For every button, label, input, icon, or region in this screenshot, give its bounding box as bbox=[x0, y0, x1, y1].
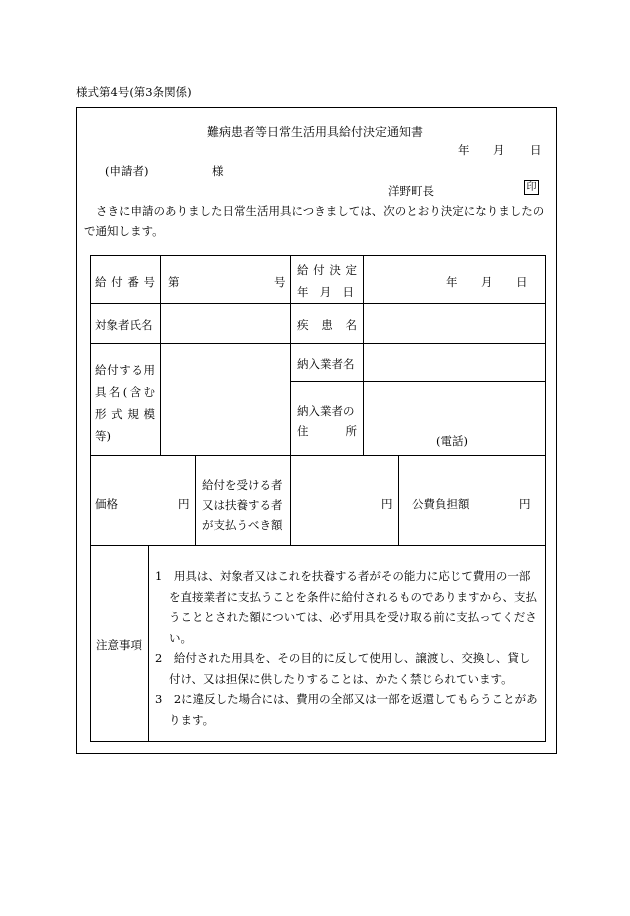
grant-number-label: 給 付 番 号 bbox=[95, 275, 155, 289]
item-name-label: 給 付 す る 用 具 名 ( 含 む 形 式 規 模 等) bbox=[95, 363, 155, 443]
decision-month: 月 bbox=[481, 275, 493, 289]
payer-label-line-1: 給付を受ける者 bbox=[202, 478, 283, 492]
vendor-address-label: 納入業者の bbox=[297, 404, 355, 418]
applicant-label: (申請者) bbox=[105, 164, 149, 178]
decision-day: 日 bbox=[516, 275, 528, 289]
note-item-2: 2 給付された用具を、その目的に反して使用し、譲渡し、交換し、貸し付け、又は担保に供したりすることは、かたく禁じられています。 bbox=[155, 651, 531, 686]
phone-label: (電話) bbox=[436, 434, 468, 448]
date-day-label: 日 bbox=[530, 143, 542, 157]
form-reference: 様式第4号(第3条関係) bbox=[76, 85, 192, 99]
notes-label: 注意事項 bbox=[96, 638, 142, 652]
applicant-honorific: 様 bbox=[212, 164, 224, 178]
price-yen: 円 bbox=[178, 497, 190, 511]
payer-yen: 円 bbox=[381, 497, 393, 511]
document-title: 難病患者等日常生活用具給付決定通知書 bbox=[206, 125, 423, 139]
decision-date-label-2: 年 月 日 bbox=[297, 285, 354, 299]
issuer-name: 洋野町長 bbox=[388, 184, 434, 198]
notes-list bbox=[155, 566, 540, 730]
price-label: 価格 bbox=[95, 497, 118, 511]
public-cost-yen: 円 bbox=[519, 497, 531, 511]
seal-mark: 印 bbox=[524, 180, 539, 195]
date-month-label: 月 bbox=[493, 143, 505, 157]
payer-label-line-2: 又は扶養する者 bbox=[202, 498, 283, 512]
grant-number-prefix: 第 bbox=[168, 275, 180, 289]
note-item-1: 1 用具は、対象者又はこれを扶養する者がその能力に応じて費用の一部を直接業者に支払うことを条件に給付されるものでありますから、支払うこととされた額については、必ず用具を受け取る前に支払ってください。 bbox=[155, 569, 537, 645]
disease-label: 疾 患 名 bbox=[297, 318, 357, 332]
vendor-name-label: 納入業者名 bbox=[297, 357, 355, 371]
date-year-label: 年 bbox=[458, 143, 470, 157]
note-item-3: 3 2に違反した場合には、費用の全部又は一部を返還してもらうことがあります。 bbox=[155, 692, 538, 727]
payer-amount-label bbox=[202, 475, 283, 535]
vendor-address-label-2: 住 所 bbox=[297, 424, 357, 438]
decision-date-label: 給 付 決 定 bbox=[297, 263, 357, 277]
subject-name-label: 対象者氏名 bbox=[95, 318, 153, 332]
intro-text: さきに申請のありました日常生活用具につきましては、次のとおり決定になりましたので通知します。 bbox=[84, 204, 545, 238]
public-cost-label: 公費負担額 bbox=[412, 497, 470, 511]
decision-year: 年 bbox=[446, 275, 458, 289]
payer-label-line-3: が支払うべき額 bbox=[202, 518, 283, 532]
grant-number-suffix: 号 bbox=[274, 275, 286, 289]
